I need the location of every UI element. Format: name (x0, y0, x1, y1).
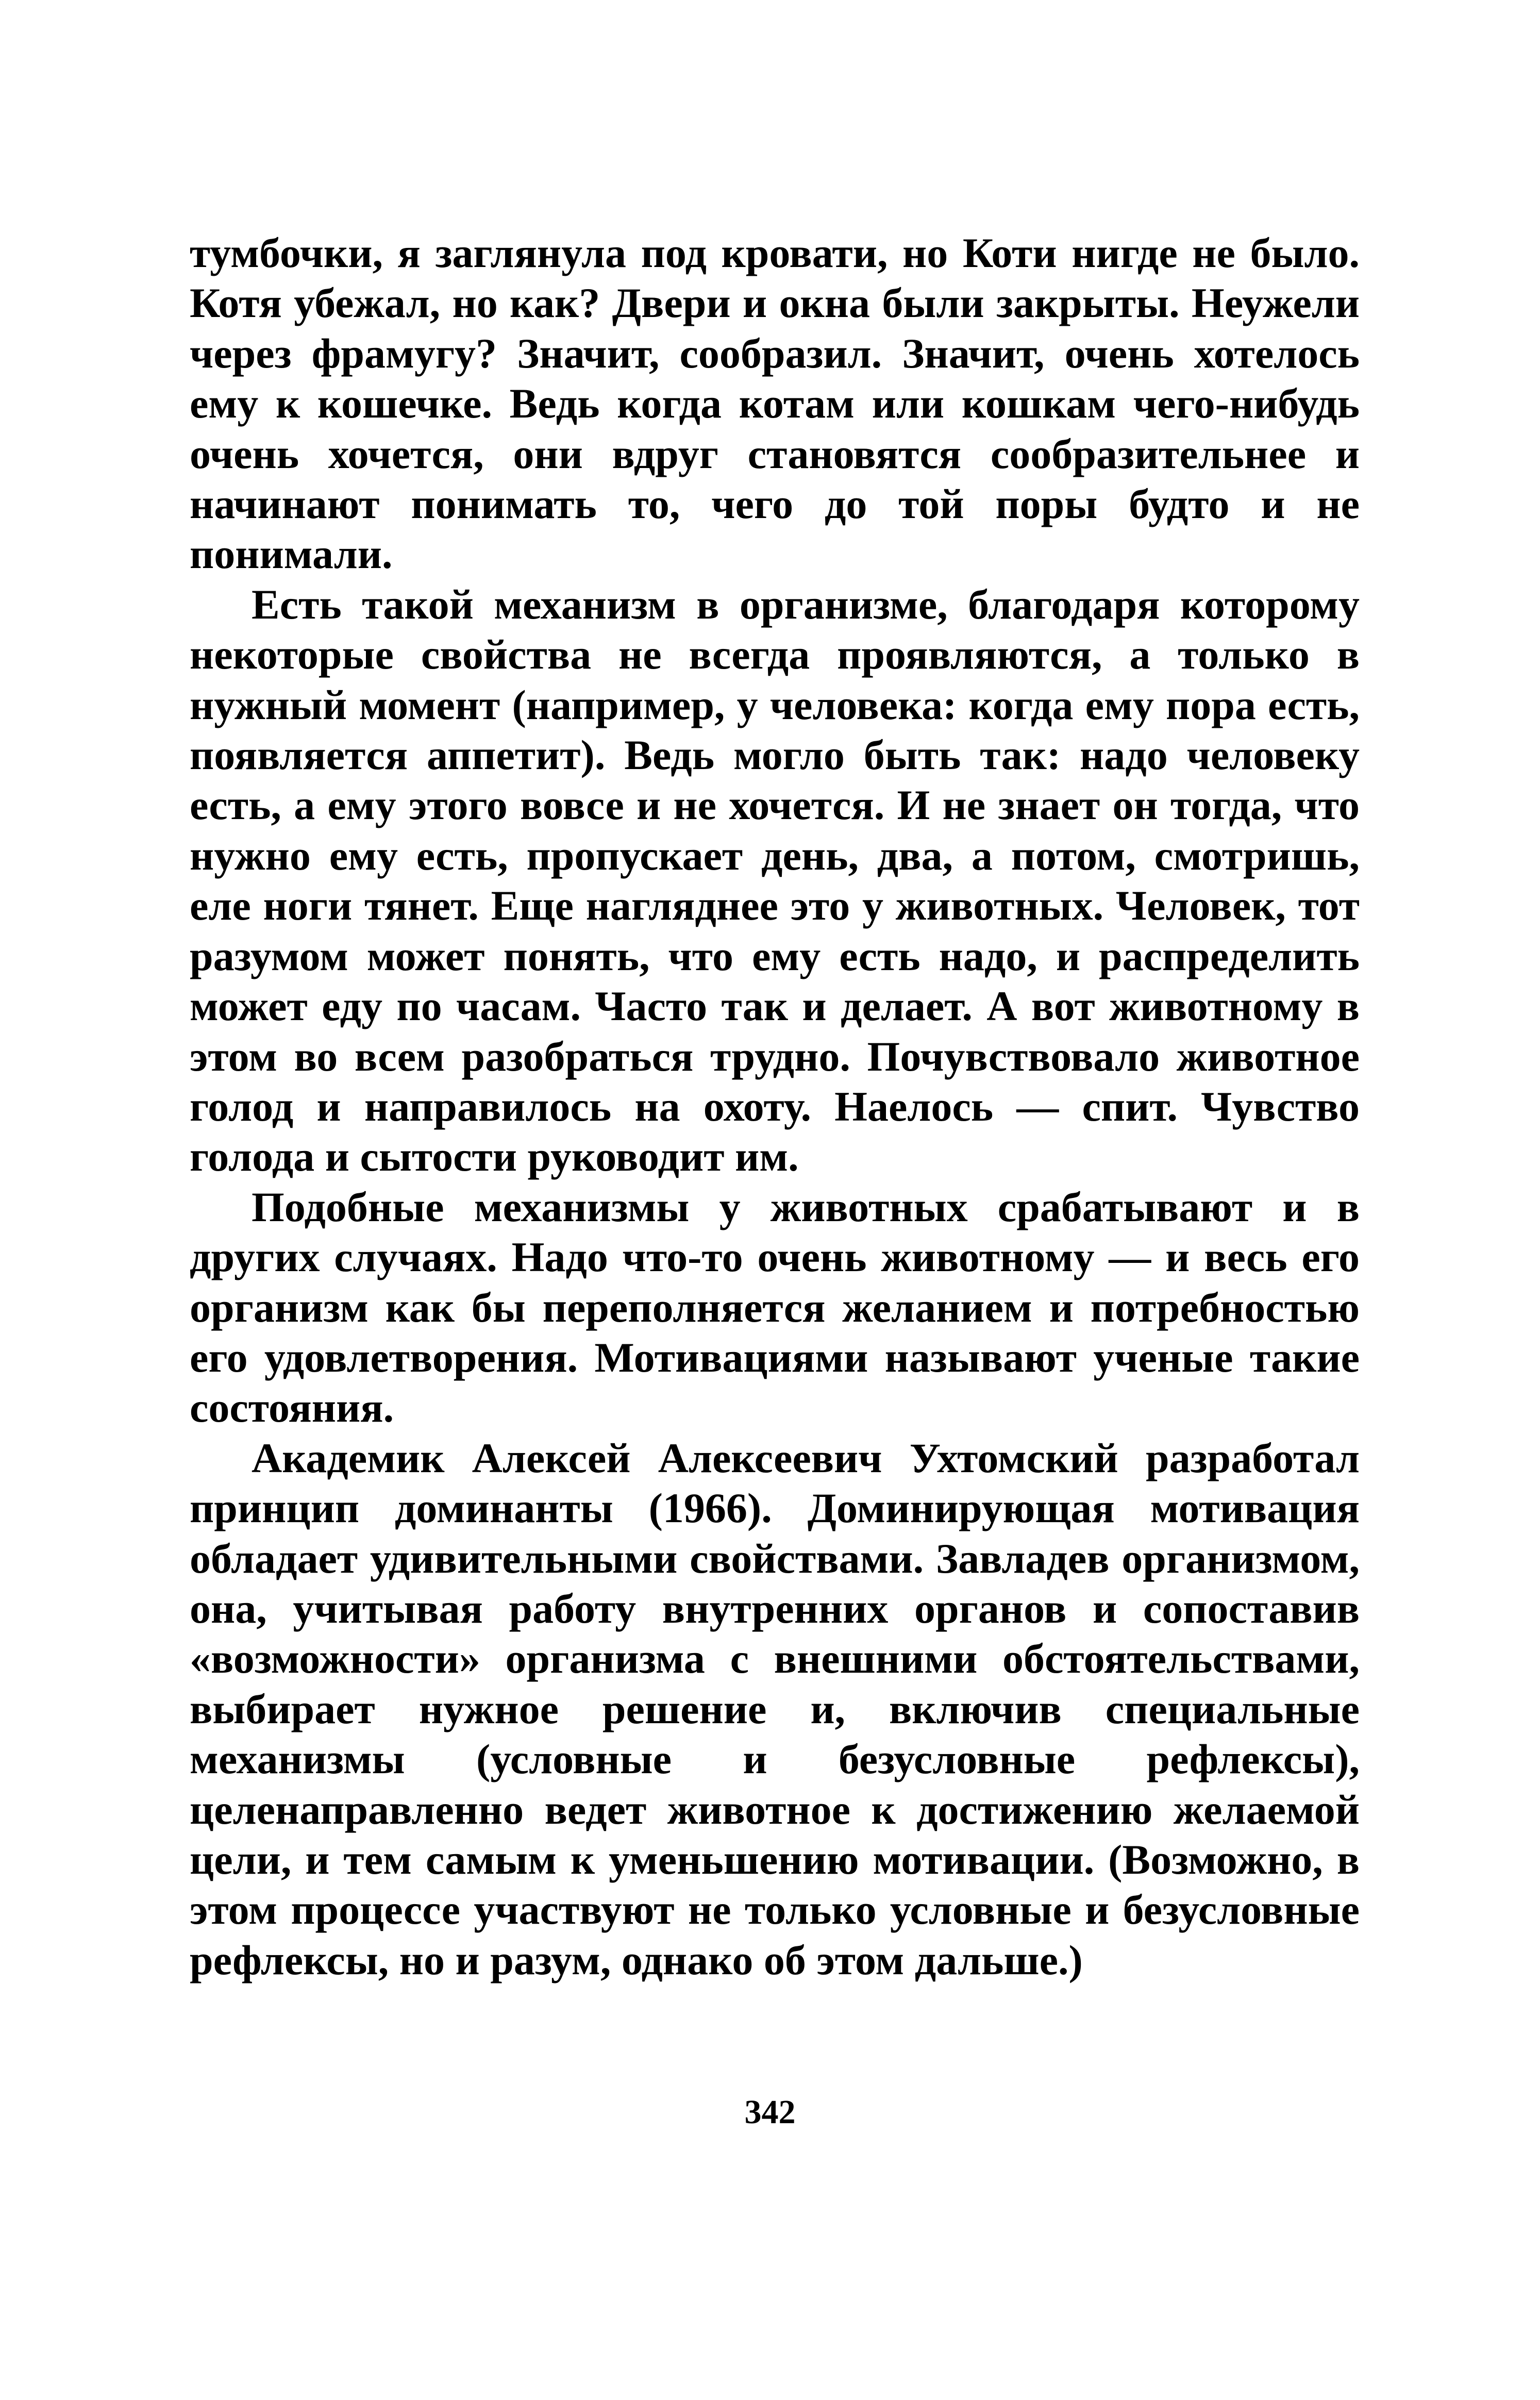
paragraph-motivation: Подобные механизмы у животных срабатывают и в других случаях. Надо что-то очень животному — и весь его организм как бы переполняется желанием и потребностью его удовлетворения. Мотивациями называют ученые такие состояния. (190, 1183, 1360, 1431)
paragraph-continuation: тумбочки, я заглянула под кровати, но Коти нигде не было. Котя убежал, но как? Двери и окна были закрыты. Неужели через фрамугу? Значит, сообразил. Значит, очень хотелось ему к кошечке. Ведь когда котам или кошкам чего-нибудь очень хочется, они вдруг становятся сообразительнее и начинают понимать то, чего до той поры будто и не понимали. (190, 229, 1360, 578)
page-number: 342 (744, 2093, 796, 2131)
paragraph-dominant: Академик Алексей Алексеевич Ухтомский разработал принцип доминанты (1966). Доминирующая мотивация обладает удивительными свойствами. Завладев организмом, она, учитывая работу внутренних органов и сопоставив «возможности» организма с внешними обстоятельствами, выбирает нужное решение и, включив специальные механизмы (условные и безусловные рефлексы), целенаправленно ведет животное к достижению желаемой цели, и тем самым к уменьшению мотивации. (Возможно, в этом процессе участвуют не только условные и безусловные рефлексы, но и разум, однако об этом дальше.) (190, 1434, 1360, 1984)
body-text (190, 228, 1360, 1985)
paragraph-mechanism: Есть такой механизм в организме, благодаря которому некоторые свойства не всегда проявляются, а только в нужный момент (например, у человека: когда ему пора есть, появляется аппетит). Ведь могло быть так: надо человеку есть, а ему этого вовсе и не хочется. И не знает он тогда, что нужно ему есть, пропускает день, два, а потом, смотришь, еле ноги тянет. Еще нагляднее это у животных. Человек, тот разумом может понять, что ему есть надо, и распределить может еду по часам. Часто так и делает. А вот животному в этом во всем разобраться трудно. Почувствовало животное голод и направилось на охоту. Наелось — спит. Чувство голода и сытости руководит им. (190, 580, 1360, 1180)
